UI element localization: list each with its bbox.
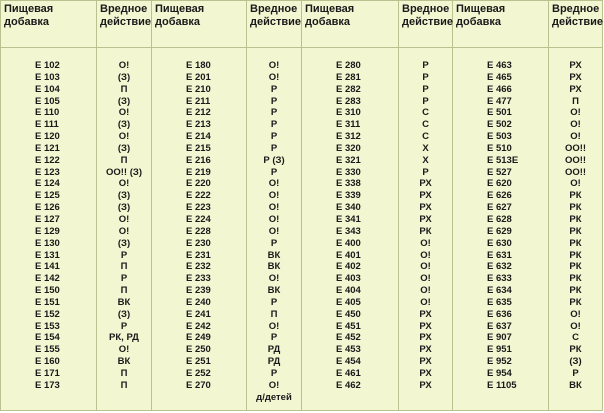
harmful-effect: Р [422, 166, 429, 178]
additive-code: E 527 [487, 166, 512, 178]
harmful-effect: О! [570, 119, 581, 131]
harmful-effect: О! [118, 213, 130, 225]
additive-code: E 120 [35, 131, 60, 143]
harmful-effect: Р (З) [263, 154, 285, 166]
harmful-effect: РХ [569, 71, 582, 83]
additive-code: E 230 [186, 237, 211, 249]
harmful-effect: ВК [117, 296, 131, 308]
harmful-effect: Р [572, 367, 579, 379]
harmful-effect: (З) [117, 190, 131, 202]
additive-code: E 340 [336, 202, 361, 214]
header-harmful-effect: Вредное действие [399, 1, 453, 48]
additive-code: E 404 [336, 285, 361, 297]
additive-code: E 130 [35, 237, 60, 249]
additive-code: E 501 [487, 107, 512, 119]
harmful-effect: Р [270, 237, 278, 249]
harmful-effect: Р [422, 60, 429, 71]
harmful-effect: О! [118, 344, 130, 356]
additive-code: E 220 [186, 178, 211, 190]
additive-code: E 627 [487, 202, 512, 214]
harmful-effect: Х [422, 154, 429, 166]
harmful-effect: П [120, 261, 128, 273]
header-row [1, 1, 603, 48]
additive-code: E 403 [336, 273, 361, 285]
additive-code: E 131 [35, 249, 60, 261]
harmful-effect: О! [268, 320, 280, 332]
additive-code: E 104 [35, 83, 60, 95]
additive-code: E 466 [487, 83, 512, 95]
additive-code: E 637 [487, 320, 512, 332]
additive-code: E 400 [336, 237, 361, 249]
harmful-effect: О! [268, 225, 280, 237]
harmful-effect: П [120, 285, 128, 297]
harmful-effect: О! [570, 107, 581, 119]
additive-code: E 222 [186, 190, 211, 202]
harmful-effect: ОО!! [564, 166, 587, 178]
additive-code: E 630 [487, 237, 512, 249]
harmful-effect: РК [569, 237, 582, 249]
harmful-effect: О! [268, 71, 280, 83]
additive-code: E 635 [487, 296, 512, 308]
additive-code: E 280 [336, 60, 361, 71]
harmful-effect: ВК [117, 356, 131, 368]
additive-code: E 141 [35, 261, 60, 273]
harmful-effect: О! [118, 107, 130, 119]
harmful-effect: (З) [117, 237, 131, 249]
header-food-additive: Пищевая добавка [1, 1, 97, 48]
additive-code: E 232 [186, 261, 211, 273]
additive-code: E 215 [186, 142, 211, 154]
additive-code: E 632 [487, 261, 512, 273]
harmful-effect: РХ [569, 83, 582, 95]
harmful-effect: Р [120, 320, 128, 332]
additive-code: E 211 [186, 95, 211, 107]
additive-code: E 239 [186, 285, 211, 297]
harmful-effect: РК [569, 344, 582, 356]
harmful-effect: РК [569, 225, 582, 237]
header-harmful-effect: Вредное действие [247, 1, 302, 48]
harmful-effect: РХ [419, 178, 432, 190]
additive-code: E 171 [35, 367, 60, 379]
additive-code: E 251 [186, 356, 211, 368]
harmful-effect: О! [268, 202, 280, 214]
harmful-effect: (З) [117, 95, 131, 107]
additive-code: E 463 [487, 60, 512, 71]
additive-code: E 465 [487, 71, 512, 83]
harmful-effect: РК [569, 261, 582, 273]
harmful-effect: РК [419, 225, 432, 237]
harmful-effect: О! [570, 131, 581, 143]
harmful-effect: О! [420, 237, 431, 249]
additive-code: E 242 [186, 320, 211, 332]
harmful-effect: О! [570, 178, 581, 190]
additive-code: E 160 [35, 356, 60, 368]
additive-code: E 224 [186, 213, 211, 225]
harmful-effect: РД [267, 344, 281, 356]
additive-code: E 311 [336, 119, 361, 131]
additive-code: E 105 [35, 95, 60, 107]
harmful-effect: ВК [267, 285, 281, 297]
additive-code: E 453 [336, 344, 361, 356]
additive-code: E 124 [35, 178, 60, 190]
harmful-effect: РХ [419, 202, 432, 214]
additive-code: E 502 [487, 119, 512, 131]
additive-code: E 270 [186, 379, 211, 391]
harmful-effect: Р [270, 119, 278, 131]
harmful-effect: О! [570, 308, 581, 320]
additive-code: E 1105 [487, 379, 517, 391]
additive-code: E 461 [336, 367, 361, 379]
harmful-effect: О! [420, 273, 431, 285]
header-food-additive: Пищевая добавка [453, 1, 549, 48]
additive-code: E 223 [186, 202, 211, 214]
additive-code: E 111 [35, 119, 59, 131]
harmful-effect: ОО!! (З) [105, 166, 143, 178]
additive-code: E 125 [35, 190, 60, 202]
additive-code: E 252 [186, 367, 211, 379]
harmful-effect: О! [268, 273, 280, 285]
additive-code: E 103 [35, 71, 60, 83]
harmful-effect: О! [118, 131, 130, 143]
harmful-effect: О! [268, 60, 280, 71]
additive-code: E 405 [336, 296, 361, 308]
harmful-effect: РХ [419, 379, 432, 391]
harmful-effect: РК [569, 285, 582, 297]
additive-code: E 241 [186, 308, 211, 320]
harmful-effect: РХ [419, 367, 432, 379]
additive-code: E 233 [186, 273, 211, 285]
harmful-effect: (З) [117, 71, 131, 83]
additive-code: E 142 [35, 273, 60, 285]
harmful-effect: РД [267, 356, 281, 368]
additive-code: E 240 [186, 296, 211, 308]
harmful-effect: РК [569, 202, 582, 214]
harmful-effect: П [120, 154, 128, 166]
additive-code: E 620 [487, 178, 512, 190]
harmful-effect: О! [268, 190, 280, 202]
additive-code: E 462 [336, 379, 361, 391]
harmful-effect: Р [422, 71, 429, 83]
additive-code: E 338 [336, 178, 361, 190]
harmful-effect: П [120, 367, 128, 379]
harmful-effect: Р [120, 249, 128, 261]
harmful-effect: П [120, 83, 128, 95]
harmful-effect-column [399, 48, 453, 411]
additive-code: E 513E [487, 154, 519, 166]
additive-code: E 452 [336, 332, 361, 344]
harmful-effect-column [247, 48, 302, 411]
additive-code: E 249 [186, 332, 211, 344]
harmful-effect: РК [569, 296, 582, 308]
harmful-effect: Р [270, 367, 278, 379]
harmful-effect: (З) [569, 356, 582, 368]
additive-code: E 454 [336, 356, 361, 368]
additive-code: E 129 [35, 225, 60, 237]
harmful-effect: С [422, 131, 429, 143]
additive-code: E 320 [336, 142, 361, 154]
additive-code: E 121 [35, 142, 60, 154]
additive-code: E 450 [336, 308, 361, 320]
additive-code: E 451 [336, 320, 361, 332]
additive-code: E 477 [487, 95, 512, 107]
additive-code: E 402 [336, 261, 361, 273]
harmful-effect: ВК [267, 261, 281, 273]
harmful-effect: РК [569, 249, 582, 261]
additive-code: E 213 [186, 119, 211, 131]
harmful-effect: О! [118, 178, 130, 190]
harmful-effect: О! [268, 178, 280, 190]
additive-code: E 634 [487, 285, 512, 297]
additive-code-column [453, 48, 549, 411]
harmful-effect: РК [569, 273, 582, 285]
harmful-effect: Р [270, 166, 278, 178]
additive-code: E 633 [487, 273, 512, 285]
additive-code: E 401 [336, 249, 361, 261]
additive-code: E 952 [487, 356, 512, 368]
additive-code: E 228 [186, 225, 211, 237]
harmful-effect-column [549, 48, 603, 411]
additive-code: E 127 [35, 213, 60, 225]
harmful-effect: (З) [117, 202, 131, 214]
harmful-effect: П [572, 95, 579, 107]
additive-code: E 310 [336, 107, 361, 119]
harmful-effect: С [422, 119, 429, 131]
harmful-effect: С [422, 107, 429, 119]
body-row [1, 48, 603, 411]
harmful-effect: РХ [419, 308, 432, 320]
harmful-effect: Р [270, 332, 278, 344]
header-food-additive: Пищевая добавка [152, 1, 247, 48]
harmful-effect: О! [420, 261, 431, 273]
additive-code: E 201 [186, 71, 211, 83]
additive-code: E 503 [487, 131, 512, 143]
harmful-effect: Р [422, 83, 429, 95]
additive-code: E 151 [35, 296, 60, 308]
additive-code: E 152 [35, 308, 60, 320]
harmful-effect: д/детей [256, 391, 292, 403]
harmful-effect: РК [569, 213, 582, 225]
harmful-effect: О! [118, 60, 130, 71]
additive-code: E 180 [186, 60, 211, 71]
harmful-effect: Р [270, 131, 278, 143]
harmful-effect: О! [420, 249, 431, 261]
additive-code: E 343 [336, 225, 361, 237]
additive-code: E 281 [336, 71, 361, 83]
additive-code: E 628 [487, 213, 512, 225]
harmful-effect: О! [420, 285, 431, 297]
harmful-effect: РХ [419, 344, 432, 356]
harmful-effect: РХ [419, 332, 432, 344]
additive-code: E 626 [487, 190, 512, 202]
additive-code: E 636 [487, 308, 512, 320]
additive-code: E 219 [186, 166, 211, 178]
harmful-effect: ВК [569, 379, 582, 391]
additive-code: E 954 [487, 367, 512, 379]
additive-code: E 126 [35, 202, 60, 214]
harmful-effect: РХ [419, 213, 432, 225]
additive-code: E 339 [336, 190, 361, 202]
harmful-effect: Р [270, 142, 278, 154]
additive-code: E 629 [487, 225, 512, 237]
harmful-effect: РХ [419, 320, 432, 332]
harmful-effect: РХ [419, 356, 432, 368]
harmful-effect: Р [120, 273, 128, 285]
additive-code: E 102 [35, 60, 60, 71]
harmful-effect: РХ [569, 60, 582, 71]
additive-code: E 631 [487, 249, 512, 261]
harmful-effect: П [120, 379, 128, 391]
harmful-effect: О! [118, 225, 130, 237]
harmful-effect: Р [270, 296, 278, 308]
harmful-effect: О! [268, 379, 280, 391]
harmful-effect-column [97, 48, 152, 411]
additive-code: E 150 [35, 285, 60, 297]
harmful-effect: РК [569, 190, 582, 202]
additive-code: E 231 [186, 249, 211, 261]
header-harmful-effect: Вредное действие [97, 1, 152, 48]
additive-code: E 214 [186, 131, 211, 143]
harmful-effect: (З) [117, 119, 131, 131]
harmful-effect: О! [268, 213, 280, 225]
harmful-effect: О! [570, 320, 581, 332]
additive-code: E 282 [336, 83, 361, 95]
additive-code: E 510 [487, 142, 512, 154]
additive-code: E 153 [35, 320, 60, 332]
additive-code: E 312 [336, 131, 361, 143]
additive-code: E 212 [186, 107, 211, 119]
harmful-effect: Х [422, 142, 429, 154]
additive-code: E 907 [487, 332, 512, 344]
harmful-effect: РК, РД [109, 332, 139, 344]
harmful-effect: (З) [117, 142, 131, 154]
additive-code-column [302, 48, 399, 411]
additive-code: E 341 [336, 213, 361, 225]
additive-code: E 173 [35, 379, 60, 391]
harmful-effect: ОО!! [564, 142, 587, 154]
harmful-effect: Р [270, 107, 278, 119]
header-harmful-effect: Вредное действие [549, 1, 603, 48]
additive-code-column [152, 48, 247, 411]
harmful-effect: РХ [419, 190, 432, 202]
additive-code: E 321 [336, 154, 361, 166]
additive-code: E 330 [336, 166, 361, 178]
harmful-effect: ОО!! [564, 154, 587, 166]
additive-code: E 123 [35, 166, 60, 178]
additive-code: E 122 [35, 154, 60, 166]
additive-code: E 283 [336, 95, 361, 107]
harmful-effect: ВК [267, 249, 281, 261]
additive-code: E 210 [186, 83, 211, 95]
additive-code: E 250 [186, 344, 211, 356]
harmful-effect: С [572, 332, 579, 344]
additive-code: E 155 [35, 344, 60, 356]
harmful-effect: П [270, 308, 278, 320]
header-food-additive: Пищевая добавка [302, 1, 399, 48]
harmful-effect: (З) [117, 308, 131, 320]
harmful-effect: Р [422, 95, 429, 107]
additive-code-column [1, 48, 97, 411]
harmful-effect: Р [270, 95, 278, 107]
additive-code: E 216 [186, 154, 211, 166]
additive-code: E 110 [35, 107, 60, 119]
harmful-effect: О! [420, 296, 431, 308]
additive-code: E 154 [35, 332, 60, 344]
additive-code: E 951 [487, 344, 512, 356]
harmful-effect: Р [270, 83, 278, 95]
